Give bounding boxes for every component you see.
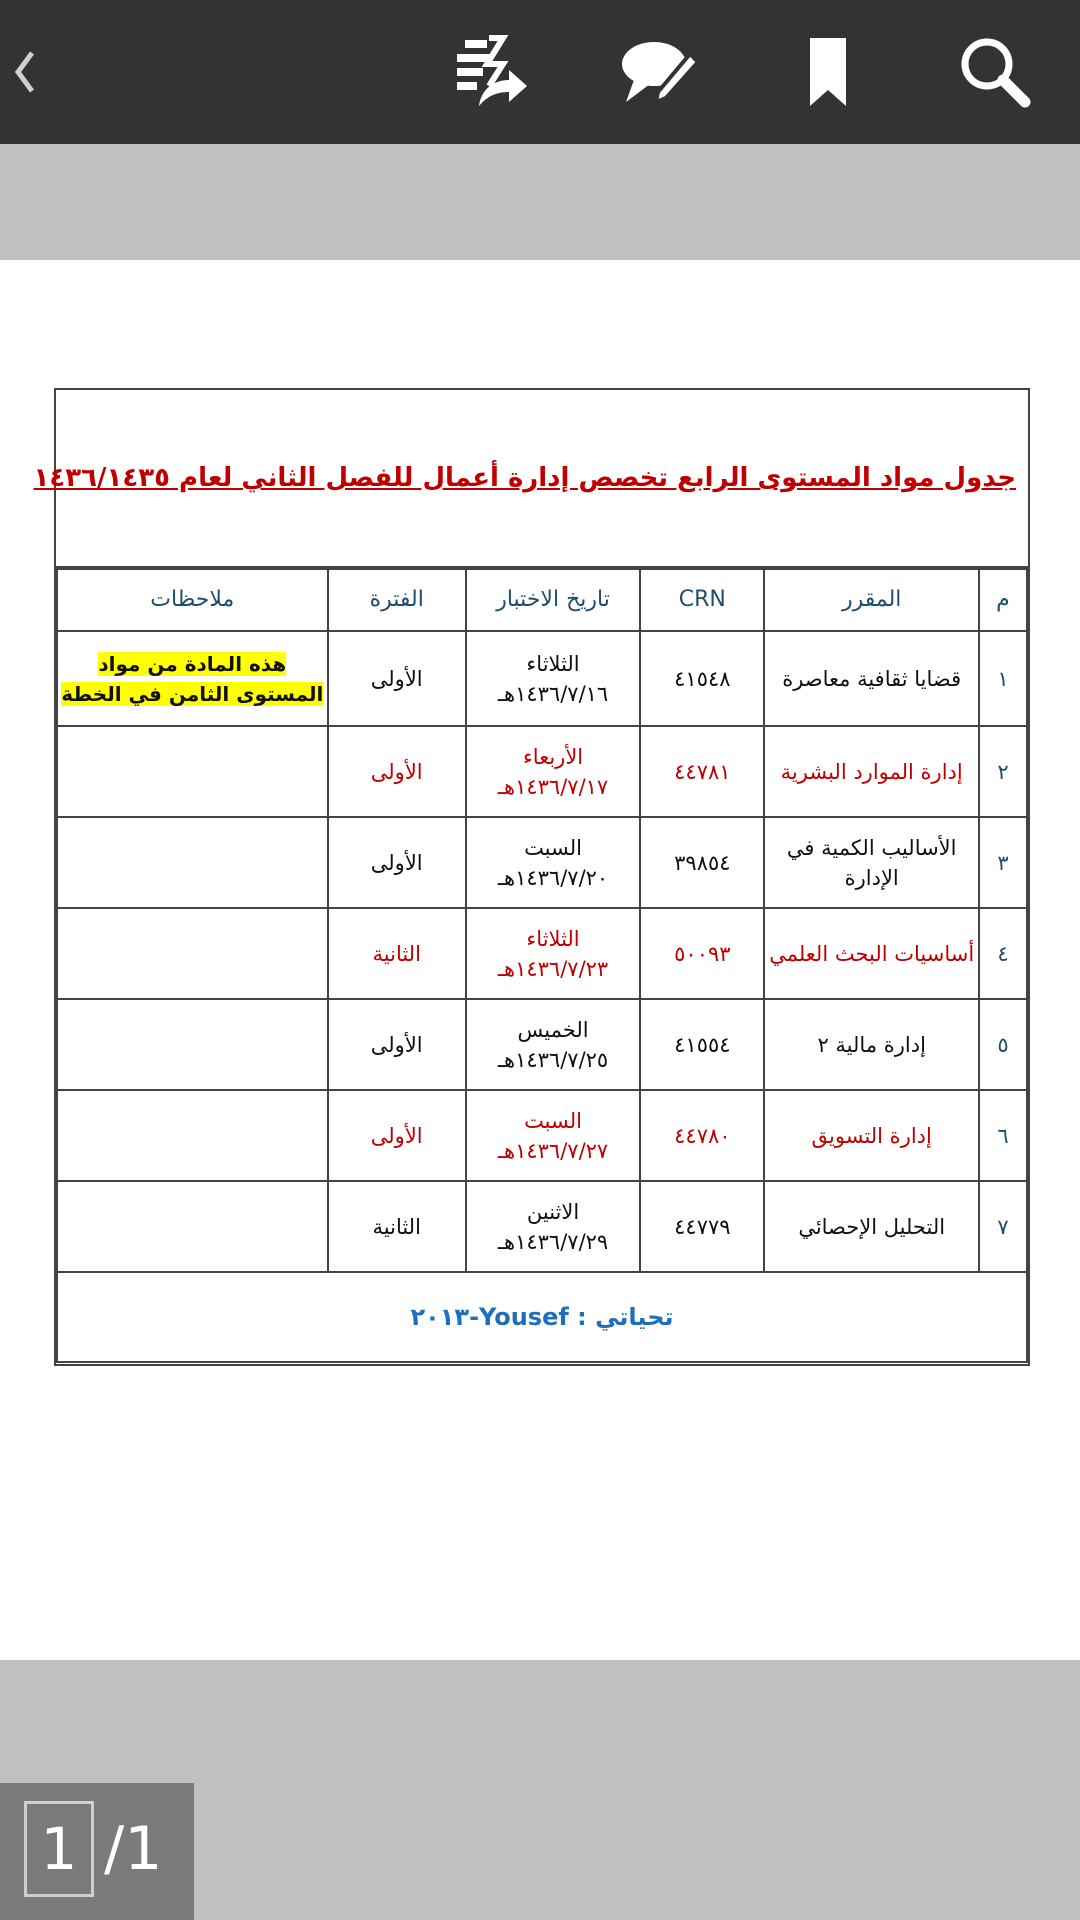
row-period: الأولى bbox=[328, 631, 466, 726]
row-crn: ٣٩٨٥٤ bbox=[640, 817, 764, 908]
row-course: قضايا ثقافية معاصرة bbox=[764, 631, 978, 726]
share-button[interactable] bbox=[440, 0, 540, 144]
row-course: إدارة الموارد البشرية bbox=[764, 726, 978, 817]
row-period: الثانية bbox=[328, 1181, 466, 1272]
table-row bbox=[57, 817, 1027, 908]
row-num: ٧ bbox=[979, 1181, 1027, 1272]
page-indicator[interactable] bbox=[0, 1783, 194, 1920]
row-date bbox=[466, 1181, 640, 1272]
row-day: الأربعاء bbox=[522, 744, 584, 769]
row-num: ٤ bbox=[979, 908, 1027, 999]
row-date-value: ١٤٣٦/٧/١٦هـ bbox=[497, 681, 609, 706]
row-crn: ٤٤٧٨٠ bbox=[640, 1090, 764, 1181]
row-date bbox=[466, 726, 640, 817]
table-row bbox=[57, 908, 1027, 999]
row-num: ٢ bbox=[979, 726, 1027, 817]
row-day: السبت bbox=[524, 835, 582, 860]
row-num: ٥ bbox=[979, 999, 1027, 1090]
row-course: إدارة مالية ٢ bbox=[764, 999, 978, 1090]
table-row bbox=[57, 726, 1027, 817]
bookmark-icon bbox=[808, 36, 848, 108]
header-course: المقرر bbox=[764, 569, 978, 631]
comment-pencil-icon bbox=[620, 36, 700, 108]
total-pages: /1 bbox=[104, 1814, 163, 1884]
row-course: إدارة التسويق bbox=[764, 1090, 978, 1181]
row-date bbox=[466, 817, 640, 908]
row-num: ٦ bbox=[979, 1090, 1027, 1181]
row-period: الأولى bbox=[328, 1090, 466, 1181]
row-date-value: ١٤٣٦/٧/٢٧هـ bbox=[497, 1138, 609, 1163]
row-num: ٣ bbox=[979, 817, 1027, 908]
row-period: الأولى bbox=[328, 999, 466, 1090]
row-date-value: ١٤٣٦/٧/٢٣هـ bbox=[497, 956, 609, 981]
row-course: الأساليب الكمية في الإدارة bbox=[764, 817, 978, 908]
header-date: تاريخ الاختبار bbox=[466, 569, 640, 631]
row-date-value: ١٤٣٦/٧/١٧هـ bbox=[497, 774, 609, 799]
row-notes bbox=[57, 726, 328, 817]
row-day: الثلاثاء bbox=[526, 651, 580, 676]
row-notes bbox=[57, 908, 328, 999]
row-course: أساسيات البحث العلمي bbox=[764, 908, 978, 999]
row-date-value: ١٤٣٦/٧/٢٠هـ bbox=[497, 865, 609, 890]
row-day: الخميس bbox=[517, 1017, 589, 1042]
table-row bbox=[57, 1090, 1027, 1181]
row-period: الأولى bbox=[328, 817, 466, 908]
row-crn: ٤٤٧٧٩ bbox=[640, 1181, 764, 1272]
row-notes bbox=[57, 999, 328, 1090]
schedule-table bbox=[56, 568, 1028, 1363]
header-notes: ملاحظات bbox=[57, 569, 328, 631]
row-notes bbox=[57, 1090, 328, 1181]
annotate-button[interactable] bbox=[610, 0, 710, 144]
top-toolbar bbox=[0, 0, 1080, 144]
viewer-top-margin bbox=[0, 144, 1080, 260]
row-day: السبت bbox=[524, 1108, 582, 1133]
schedule-document bbox=[33, 388, 1030, 1366]
row-date bbox=[466, 999, 640, 1090]
row-date bbox=[466, 631, 640, 726]
row-date-value: ١٤٣٦/٧/٢٩هـ bbox=[497, 1229, 609, 1254]
row-day: الاثنين bbox=[526, 1199, 580, 1224]
highlighted-note: هذه المادة من مواد المستوى الثامن في الخطة bbox=[61, 651, 324, 706]
row-date bbox=[466, 1090, 640, 1181]
table-row bbox=[57, 1181, 1027, 1272]
row-crn: ٤٤٧٨١ bbox=[640, 726, 764, 817]
title-row bbox=[33, 390, 1028, 568]
row-day: الثلاثاء bbox=[526, 926, 580, 951]
table-header-row bbox=[57, 569, 1027, 631]
chevron-left-icon bbox=[12, 47, 38, 97]
row-course: التحليل الإحصائي bbox=[764, 1181, 978, 1272]
row-notes bbox=[57, 1181, 328, 1272]
row-period: الأولى bbox=[328, 726, 466, 817]
row-crn: ٤١٥٥٤ bbox=[640, 999, 764, 1090]
header-crn: CRN bbox=[640, 569, 764, 631]
search-icon bbox=[959, 36, 1031, 108]
search-button[interactable] bbox=[945, 0, 1045, 144]
footer-row bbox=[57, 1272, 1027, 1362]
row-notes bbox=[57, 817, 328, 908]
table-row bbox=[57, 631, 1027, 726]
row-crn: ٥٠٠٩٣ bbox=[640, 908, 764, 999]
header-num: م bbox=[979, 569, 1027, 631]
document-title: جدول مواد المستوى الرابع تخصص إدارة أعمال للفصل الثاني لعام ١٤٣٦/١٤٣٥ bbox=[33, 463, 1016, 493]
footer-credit: تحياتي : Yousef-٢٠١٣ bbox=[57, 1272, 1027, 1362]
bookmark-button[interactable] bbox=[778, 0, 878, 144]
row-date bbox=[466, 908, 640, 999]
header-period: الفترة bbox=[328, 569, 466, 631]
table-row bbox=[57, 999, 1027, 1090]
row-date-value: ١٤٣٦/٧/٢٥هـ bbox=[497, 1047, 609, 1072]
current-page-input[interactable]: 1 bbox=[24, 1801, 94, 1897]
row-period: الثانية bbox=[328, 908, 466, 999]
row-notes bbox=[57, 631, 328, 726]
share-forward-icon bbox=[449, 34, 531, 110]
back-button[interactable] bbox=[0, 0, 50, 144]
row-num: ١ bbox=[979, 631, 1027, 726]
row-crn: ٤١٥٤٨ bbox=[640, 631, 764, 726]
